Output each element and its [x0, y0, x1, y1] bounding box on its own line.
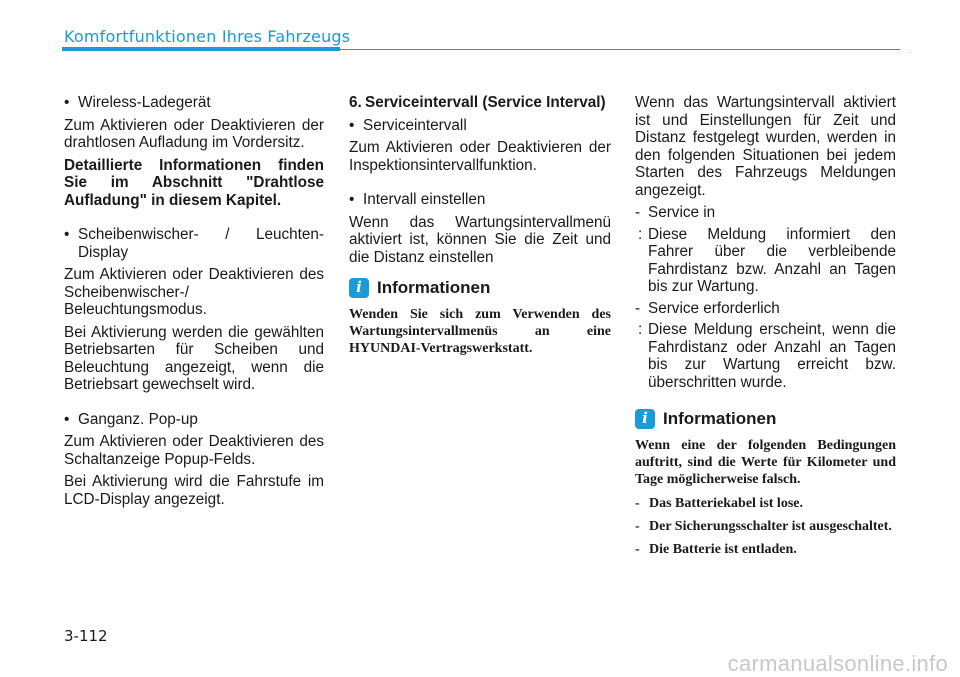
info-list-text: Der Sicherungsschalter ist ausgeschaltet. — [649, 519, 892, 534]
section-heading-text: Serviceintervall (Service Interval) — [365, 94, 606, 111]
paragraph: Zum Aktivieren oder Deaktivieren der drahtlosen Aufladung im Vordersitz. — [64, 116, 324, 151]
colon-symbol: : — [638, 225, 643, 243]
watermark: carmanualsonline.info — [727, 651, 948, 676]
dash-item — [635, 300, 896, 318]
bullet-symbol: • — [64, 410, 70, 428]
info-text: Wenden Sie sich zum Verwenden des Wartungsintervallmenüs an eine HYUNDAI-Vertragswerkstatt. — [349, 307, 611, 356]
paragraph: Zum Aktivieren oder Deaktivieren des Schaltanzeige Popup-Felds. — [64, 433, 324, 468]
sub-item — [635, 226, 896, 296]
page-number: 3-112 — [64, 627, 108, 645]
info-list-text: Das Batteriekabel ist lose. — [649, 496, 803, 511]
bullet-text: Scheibenwischer- / Leuchten-Display — [78, 226, 324, 261]
info-heading — [349, 278, 611, 298]
dash-symbol: - — [635, 542, 640, 557]
dash-item — [635, 204, 896, 222]
paragraph: Bei Aktivierung wird die Fahrstufe im LCD-Display angezeigt. — [64, 473, 324, 508]
bullet-item — [349, 117, 611, 135]
bullet-item — [64, 411, 324, 429]
column-middle — [349, 94, 611, 362]
paragraph-bold: Detaillierte Informationen finden Sie im Abschnitt "Drahtlose Aufladung" in diesem Kapitel. — [64, 156, 324, 209]
dash-symbol: - — [635, 204, 641, 221]
info-list-text: Die Batterie ist entladen. — [649, 542, 797, 557]
bullet-text: Ganganz. Pop-up — [78, 410, 198, 428]
bullet-item — [349, 191, 611, 209]
dash-text: Service in — [648, 204, 716, 221]
info-list-item — [635, 495, 896, 512]
info-list-item — [635, 518, 896, 535]
info-title: Informationen — [377, 278, 491, 298]
sub-item — [635, 321, 896, 391]
bullet-item — [64, 94, 324, 112]
info-icon: i — [349, 278, 369, 298]
dash-text: Service erforderlich — [648, 299, 780, 317]
bullet-symbol: • — [64, 226, 70, 243]
dash-symbol: - — [635, 299, 641, 317]
paragraph: Zum Aktivieren oder Deaktivieren der Inspektionsintervallfunktion. — [349, 139, 611, 174]
sub-text: Diese Meldung informiert den Fahrer über die verbleibende Fahrdistanz bzw. Anzahl an Tagen bis zur Wartung. — [648, 225, 896, 295]
bullet-text: Intervall einstellen — [363, 191, 486, 208]
bullet-symbol: • — [349, 191, 355, 208]
dash-symbol: - — [635, 496, 640, 511]
bullet-symbol: • — [349, 116, 355, 134]
column-right — [635, 94, 896, 564]
bullet-item — [64, 226, 324, 261]
info-icon: i — [635, 409, 655, 429]
section-number: 6. — [349, 94, 362, 111]
paragraph: Zum Aktivieren oder Deaktivieren des Scheibenwischer-/ Beleuchtungsmodus. — [64, 266, 324, 318]
paragraph: Wenn das Wartungsintervall aktiviert ist und Einstellungen für Zeit und Distanz festgelegt wurden, werden in den folgenden Situationen bei jedem Starten des Fahrzeugs Meldungen angezeigt. — [635, 94, 896, 199]
info-text: Wenn eine der folgenden Bedingungen auftritt, sind die Werte für Kilometer und Tage möglicherweise falsch. — [635, 438, 896, 487]
info-list-item — [635, 541, 896, 558]
paragraph: Wenn das Wartungsintervallmenü aktiviert ist, können Sie die Zeit und die Distanz einstellen — [349, 213, 611, 266]
colon-symbol: : — [638, 321, 643, 338]
bullet-symbol: • — [64, 94, 70, 111]
dash-symbol: - — [635, 519, 640, 534]
section-heading — [349, 94, 611, 112]
header-rule-thin — [340, 49, 900, 51]
column-left — [64, 94, 324, 513]
paragraph: Bei Aktivierung werden die gewählten Betriebsarten für Scheiben und Beleuchtung angezeigt, wenn die Betriebsart gewechselt wird. — [64, 323, 324, 393]
header-title: Komfortfunktionen Ihres Fahrzeugs — [64, 27, 351, 46]
info-heading — [635, 409, 896, 429]
sub-text: Diese Meldung erscheint, wenn die Fahrdistanz oder Anzahl an Tagen bis zur Wartung erreicht bzw. überschritten wurde. — [648, 321, 896, 391]
bullet-text: Serviceintervall — [363, 116, 467, 134]
bullet-text: Wireless-Ladegerät — [78, 94, 211, 111]
header-rule-thick — [62, 47, 340, 51]
info-title: Informationen — [663, 409, 777, 429]
